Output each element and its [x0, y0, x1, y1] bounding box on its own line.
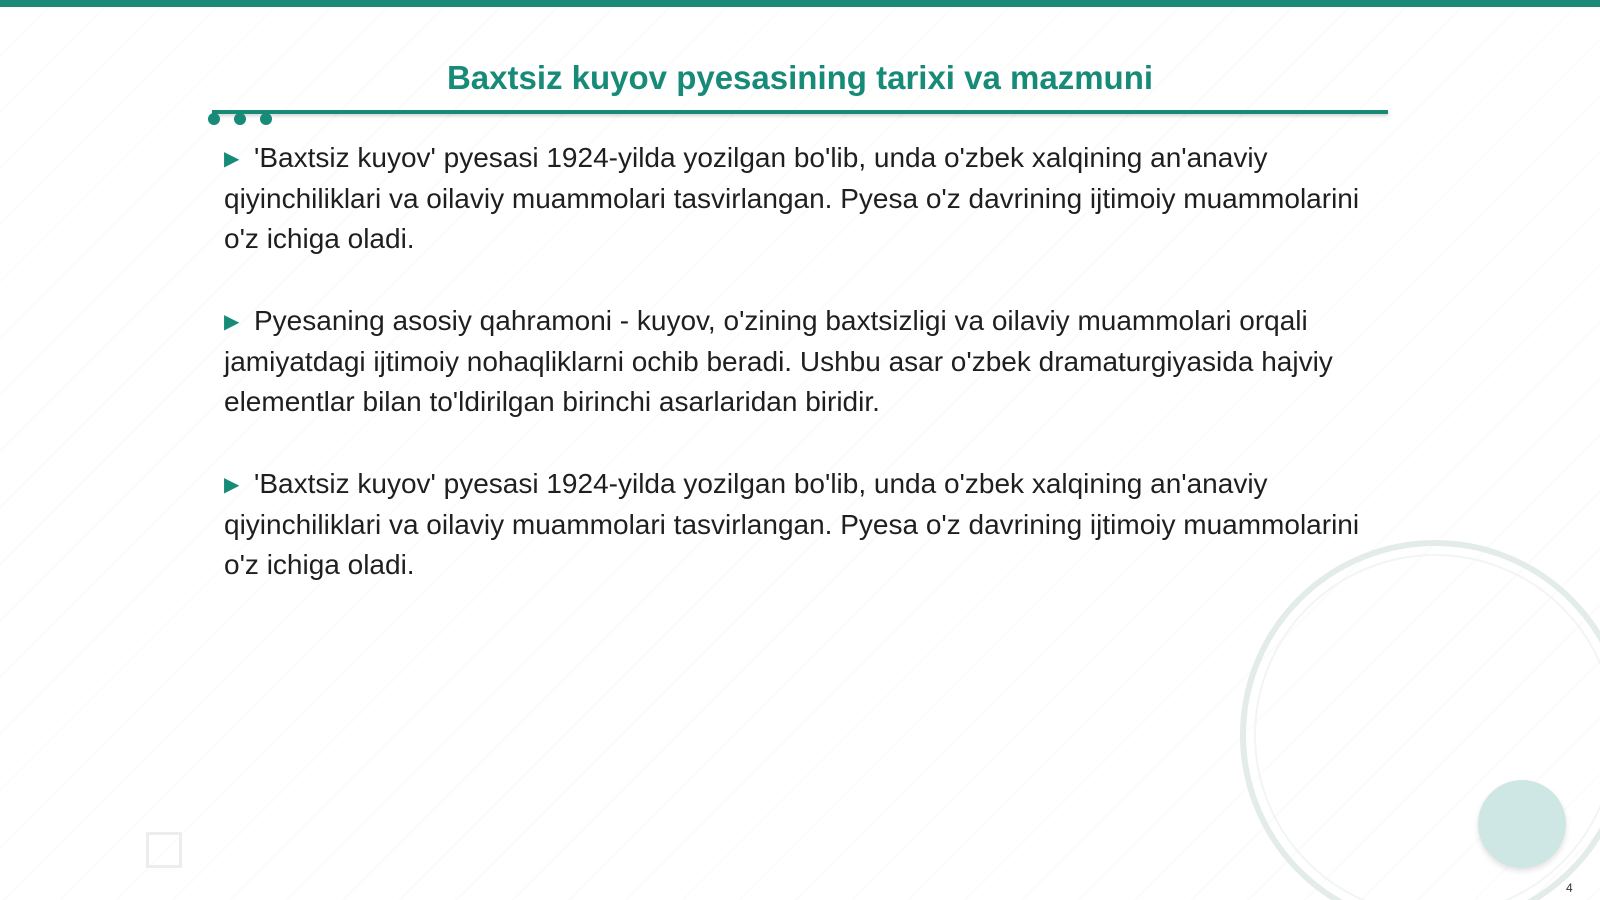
decorative-dot — [208, 113, 220, 125]
bullet-item — [224, 138, 1374, 259]
bullet-item — [224, 301, 1374, 422]
page-number: 4 — [1566, 881, 1573, 895]
decorative-dot — [260, 113, 272, 125]
slide-title: Baxtsiz kuyov pyesasining tarixi va mazmuni — [446, 59, 1154, 96]
top-accent-bar — [0, 0, 1600, 7]
decorative-circle — [1478, 780, 1566, 868]
title-underline — [212, 110, 1388, 114]
bullet-list — [224, 138, 1374, 627]
bullet-item — [224, 464, 1374, 585]
bullet-text: Pyesaning asosiy qahramoni - kuyov, o'zining baxtsizligi va oilaviy muammolari orqali jamiyatdagi ijtimoiy nohaqliklarni ochib beradi. Ushbu asar o'zbek dramaturgiyasida hajviy elementlar bilan to'ldirilgan birinchi asarlaridan biridir. — [224, 305, 1333, 417]
decorative-dot — [234, 113, 246, 125]
bullet-arrow-icon: ▶ — [224, 311, 240, 333]
bullet-text: 'Baxtsiz kuyov' pyesasi 1924-yilda yozilgan bo'lib, unda o'zbek xalqining an'anaviy qiyinchiliklari va oilaviy muammolari tasvirlangan. Pyesa o'z davrining ijtimoiy muammolarini o'z ichiga oladi. — [224, 142, 1360, 254]
bullet-arrow-icon: ▶ — [224, 148, 240, 170]
bullet-arrow-icon: ▶ — [224, 474, 240, 496]
decorative-square — [146, 832, 182, 868]
bullet-text: 'Baxtsiz kuyov' pyesasi 1924-yilda yozilgan bo'lib, unda o'zbek xalqining an'anaviy qiyinchiliklari va oilaviy muammolari tasvirlangan. Pyesa o'z davrining ijtimoiy muammolarini o'z ichiga oladi. — [224, 468, 1360, 580]
